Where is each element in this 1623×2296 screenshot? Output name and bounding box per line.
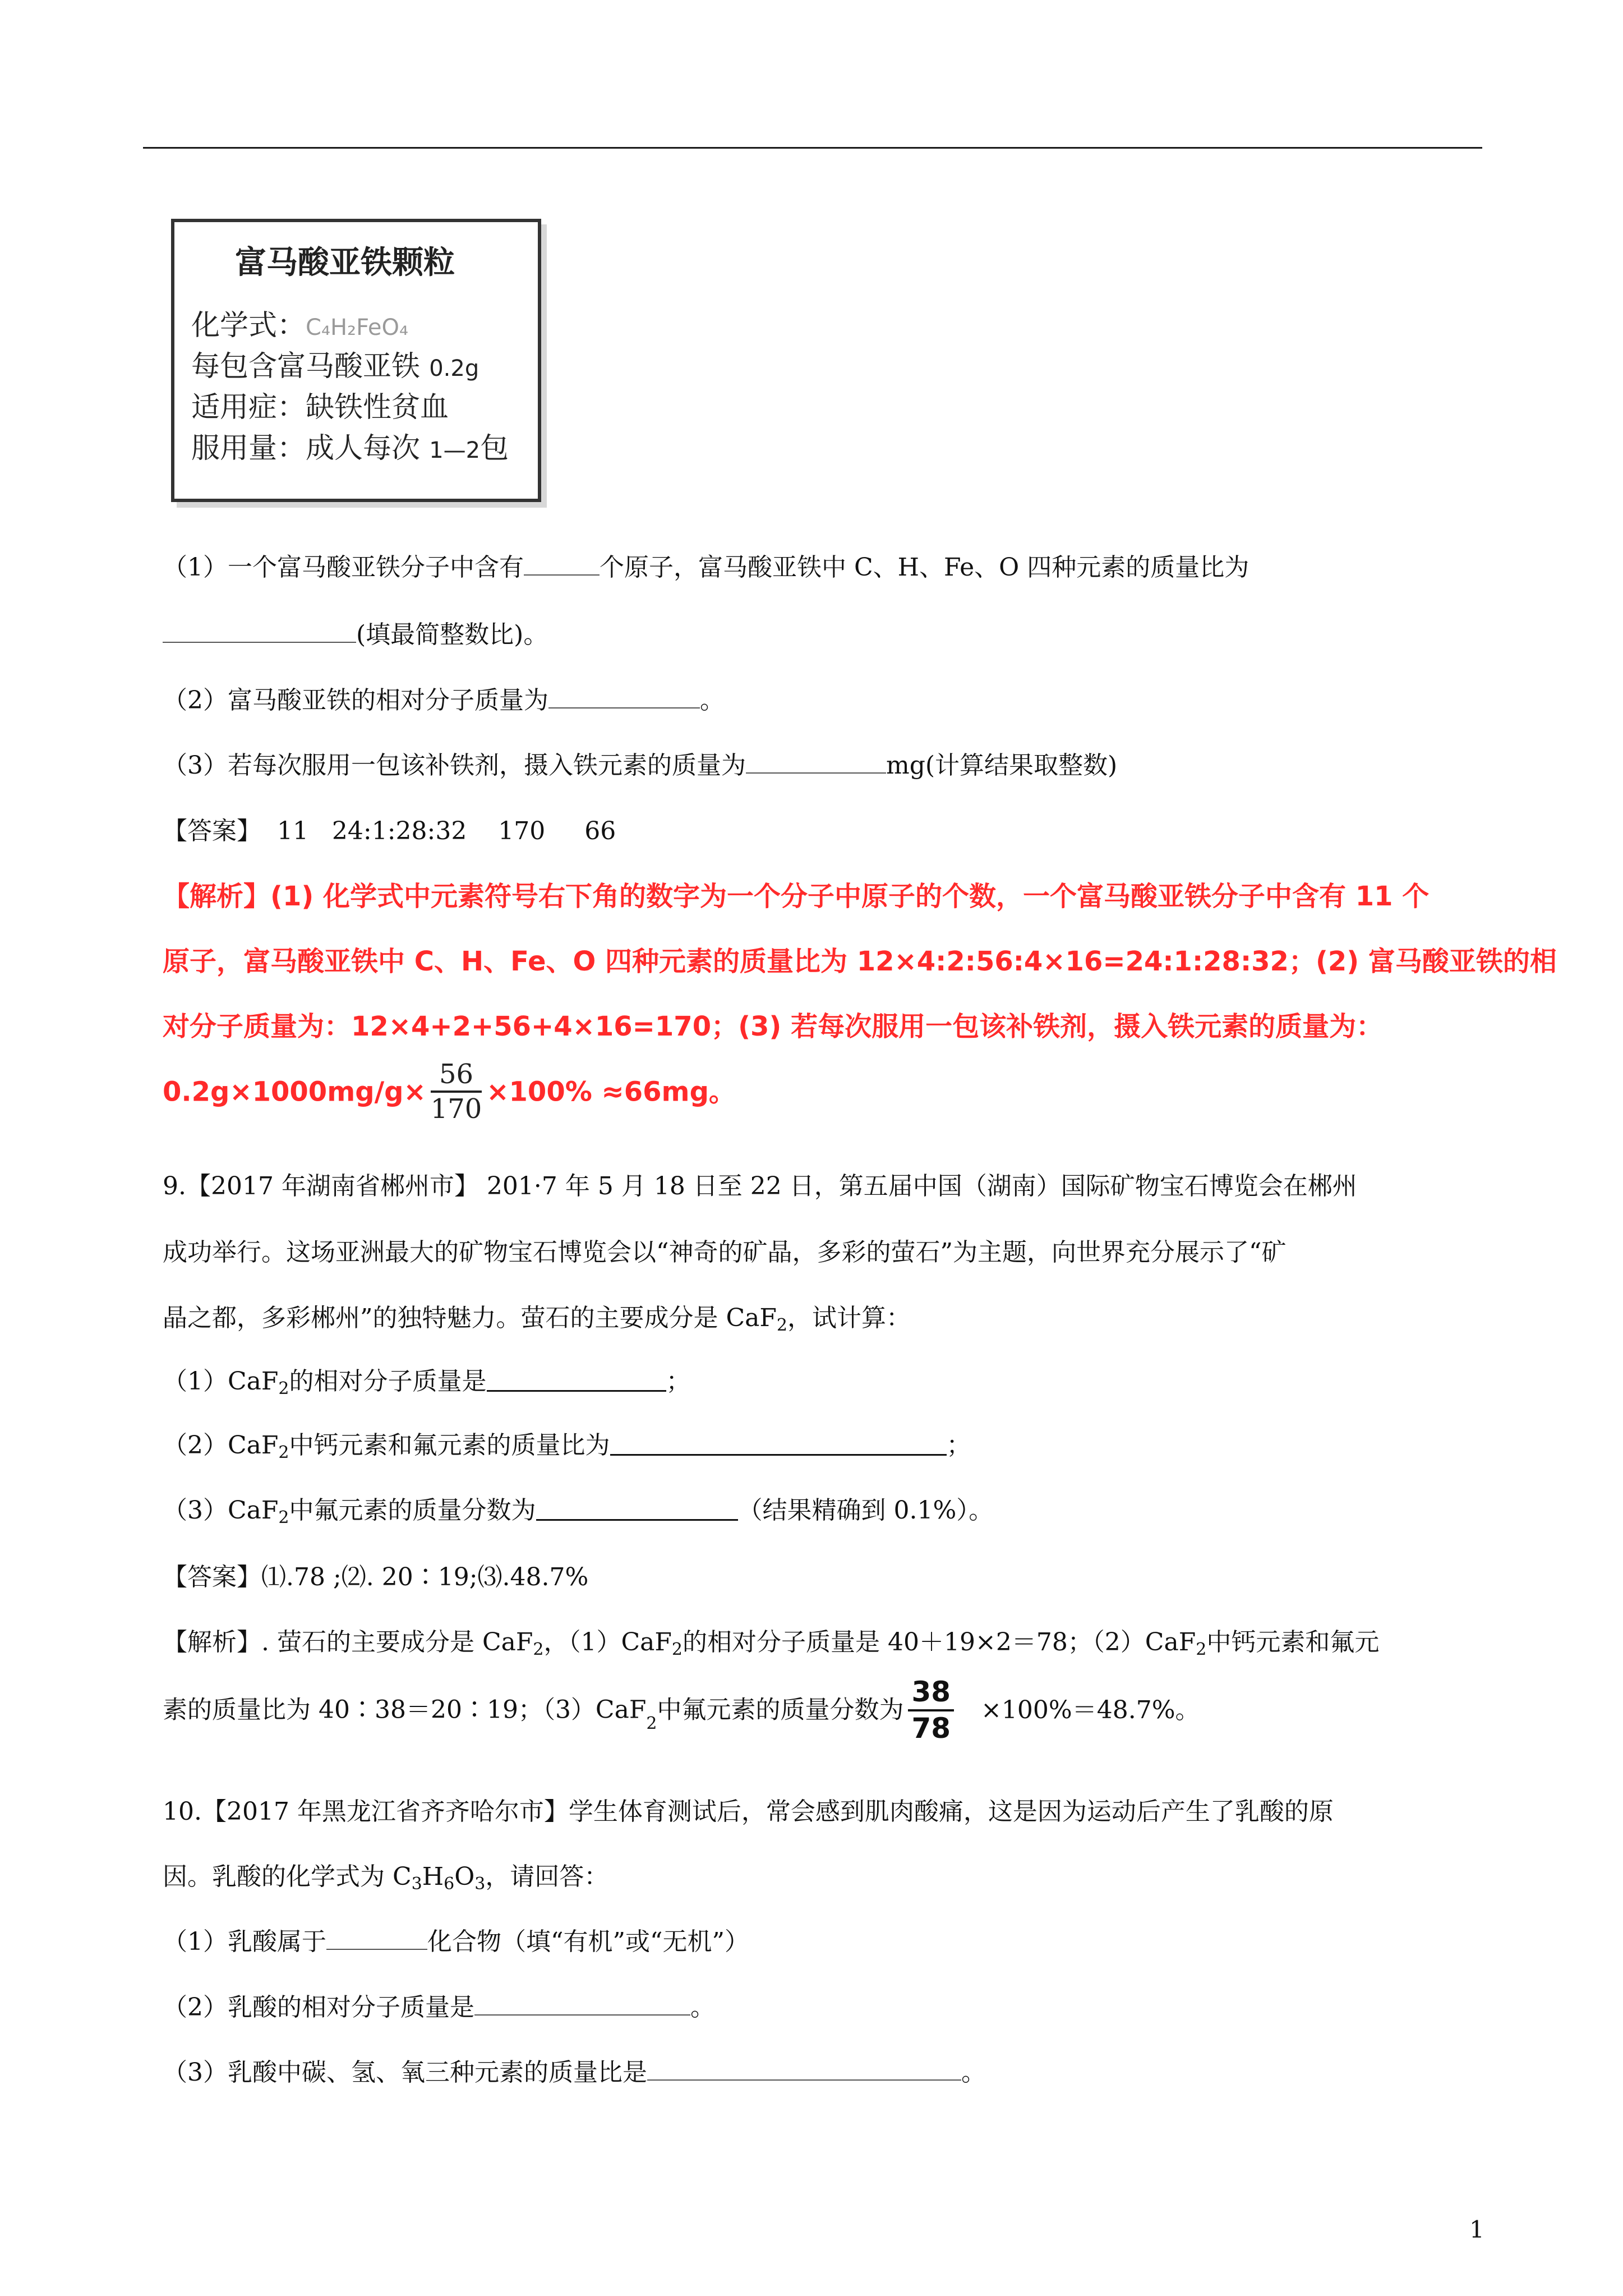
header-rule <box>143 147 1482 149</box>
label-per-pack: 每包含富马酸亚铁 0.2g <box>191 350 479 383</box>
q10-stem-line1: 10.【2017 年黑龙江省齐齐哈尔市】学生体育测试后，常会感到肌肉酸痛，这是因为运动后产生了乳酸的原 <box>163 1797 1334 1826</box>
q9-stem-line1: 9.【2017 年湖南省郴州市】 201·7 年 5 月 18 日至 22 日，第五届中国（湖南）国际矿物宝石博览会在郴州 <box>163 1172 1357 1200</box>
q10-part1: （1）乳酸属于 化合物（填“有机”或“无机”） <box>163 1927 749 1956</box>
q9-part1: （1）CaF$_2$的相对分子质量是 ； <box>163 1367 691 1398</box>
fraction-56-170: $\frac{56}{170}$ <box>430 1059 482 1125</box>
product-label-box <box>171 219 541 502</box>
q8-analysis-line2: 原子，富马酸亚铁中 C、H、Fe、O 四种元素的质量比为 12×4:2:56:4×16=24:1:28:32；(2) 富马酸亚铁的相 <box>163 946 1557 977</box>
label-indication: 适用症：缺铁性贫血 <box>191 391 449 424</box>
q9-stem-line2: 成功举行。这场亚洲最大的矿物宝石博览会以“神奇的矿晶，多彩的萤石”为主题，向世界充分展示了“矿 <box>163 1238 1287 1267</box>
q10-part3: （3）乳酸中碳、氢、氧三种元素的质量比是 。 <box>163 2058 986 2087</box>
fraction-38-78: $\frac{38}{78}$ <box>908 1677 954 1743</box>
blank <box>474 1998 690 2016</box>
blank <box>746 756 886 774</box>
q9-part3: （3）CaF$_2$中氟元素的质量分数为 （结果精确到 0.1%）。 <box>163 1496 994 1527</box>
page-number: 1 <box>1469 2216 1484 2243</box>
blank <box>647 2063 961 2081</box>
q10-stem-line2: 因。乳酸的化学式为 $C_3H_6O_3$，请回答： <box>163 1862 609 1894</box>
q10-part2: （2）乳酸的相对分子质量是 。 <box>163 1993 715 2022</box>
blank <box>326 1932 427 1950</box>
q8-part1-cont: (填最简整数比)。 <box>163 623 548 647</box>
answer-blank <box>610 1434 947 1456</box>
q9-stem-line3: 晶之都，多彩郴州”的独特魅力。萤石的主要成分是 CaF$_2$，试计算： <box>163 1304 911 1335</box>
q8-calculation: 0.2g×1000mg/g× $\frac{56}{170}$ ×100% ≈66mg。 <box>163 1059 736 1125</box>
blank <box>548 691 700 708</box>
blank <box>163 625 356 643</box>
answer-blank <box>536 1499 738 1521</box>
q9-part2: （2）CaF$_2$中钙元素和氟元素的质量比为 ； <box>163 1431 971 1462</box>
answer-blank <box>487 1370 666 1392</box>
q8-analysis-line1: 【解析】(1) 化学式中元素符号右下角的数字为一个分子中原子的个数，一个富马酸亚铁分子中含有 11 个 <box>163 881 1430 912</box>
label-dosage: 服用量：成人每次 1—2包 <box>191 432 509 465</box>
label-formula: 化学式：C₄H₂FeO₄ <box>191 309 409 342</box>
q9-answer: 【答案】⑴.78 ;⑵. 20∶19;⑶.48.7% <box>163 1563 589 1591</box>
q9-analysis-line2: 素的质量比为 40∶38＝20∶19；（3）CaF$_2$中氟元素的质量分数为 $\frac{38}{78}$ ×100%＝48.7%。 <box>163 1676 1200 1745</box>
q9-analysis-line1: 【解析】. 萤石的主要成分是 CaF$_2$，（1）CaF$_2$的相对分子质量是 40＋19×2＝78；（2）CaF$_2$中钙元素和氟元 <box>163 1628 1380 1659</box>
blank <box>524 558 600 576</box>
q8-answer: 【答案】 11 24:1:28:32 170 66 <box>163 817 616 845</box>
q8-analysis-line3: 对分子质量为：12×4+2+56+4×16=170；(3) 若每次服用一包该补铁剂，摄入铁元素的质量为： <box>163 1011 1384 1042</box>
label-title: 富马酸亚铁颗粒 <box>235 245 455 281</box>
q8-part2: （2）富马酸亚铁的相对分子质量为 。 <box>163 686 725 715</box>
q8-part3: （3）若每次服用一包该补铁剂，摄入铁元素的质量为 mg(计算结果取整数) <box>163 751 1118 780</box>
q8-part1: （1）一个富马酸亚铁分子中含有 个原子，富马酸亚铁中 C、H、Fe、O 四种元素的质量比为 <box>163 553 1249 582</box>
